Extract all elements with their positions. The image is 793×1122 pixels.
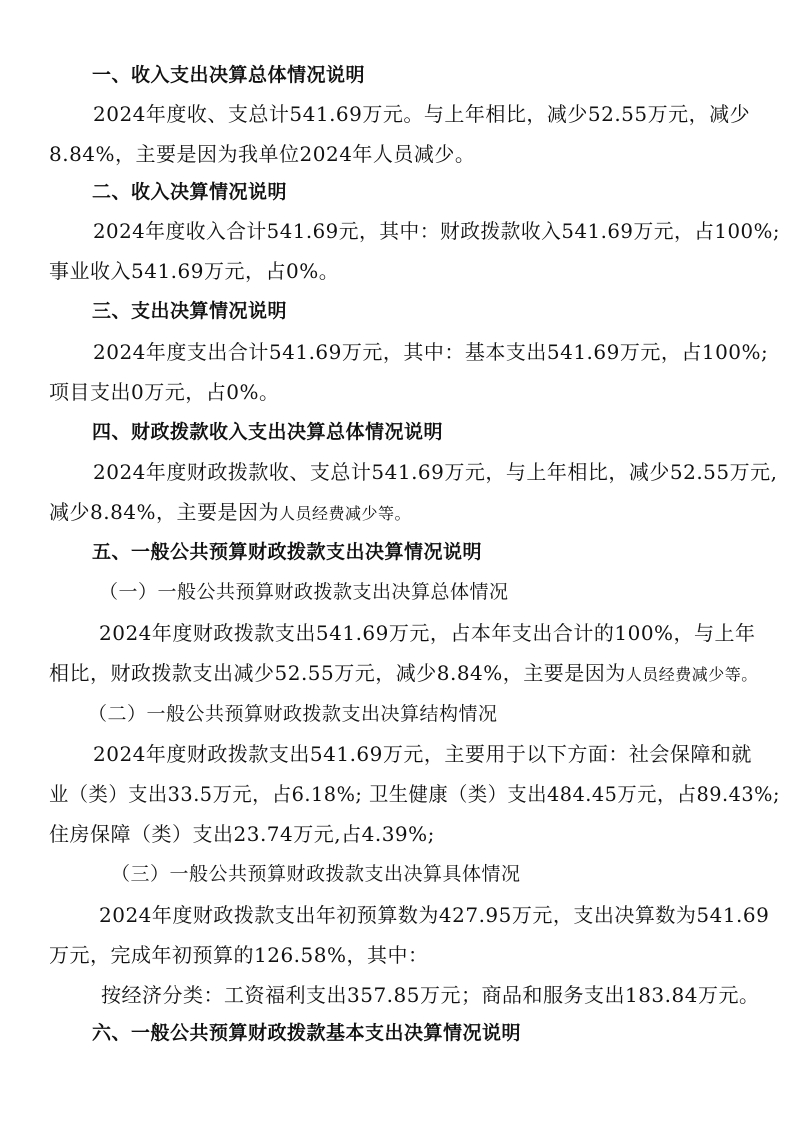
section-5-sub-3-line-2: 万元，完成年初预算的126.58%，其中： bbox=[49, 943, 429, 967]
section-4-line-2-reason: 人员经费减少等。 bbox=[279, 504, 412, 523]
section-1-heading: 一、收入支出决算总体情况说明 bbox=[92, 64, 366, 86]
section-1-paragraph-line-1: 2024年度收、支总计541.69万元。与上年相比，减少52.55万元，减少 bbox=[93, 102, 751, 126]
section-5-sub-1-line-2-main: 相比，财政拨款支出减少52.55万元，减少8.84%，主要是因为 bbox=[49, 661, 626, 685]
section-5-sub-2-heading: （二）一般公共预算财政拨款支出决算结构情况 bbox=[88, 703, 498, 725]
section-1-paragraph-line-2: 8.84%，主要是因为我单位2024年人员减少。 bbox=[49, 142, 476, 166]
section-4-paragraph-line-1: 2024年度财政拨款收、支总计541.69万元，与上年相比，减少52.55万元, bbox=[93, 460, 778, 484]
section-4-line-2-main: 减少8.84%，主要是因为 bbox=[49, 500, 280, 524]
section-3-paragraph-line-2: 项目支出0万元，占0%。 bbox=[49, 380, 280, 404]
section-5-sub-2-line-1: 2024年度财政拨款支出541.69万元，主要用于以下方面：社会保障和就 bbox=[93, 742, 752, 766]
section-3-paragraph-line-1: 2024年度支出合计541.69万元，其中：基本支出541.69万元，占100%; bbox=[93, 340, 769, 364]
section-5-sub-3-line-1: 2024年度财政拨款支出年初预算数为427.95万元，支出决算数为541.69 bbox=[99, 903, 770, 927]
section-5-sub-1-line-1: 2024年度财政拨款支出541.69万元，占本年支出合计的100%，与上年 bbox=[99, 621, 756, 645]
section-4-paragraph-line-2 bbox=[49, 497, 411, 529]
section-3-heading: 三、支出决算情况说明 bbox=[92, 300, 288, 322]
section-6-heading: 六、一般公共预算财政拨款基本支出决算情况说明 bbox=[92, 1022, 522, 1044]
section-5-sub-1-line-2 bbox=[49, 658, 758, 690]
section-5-sub-3-heading: （三）一般公共预算财政拨款支出决算具体情况 bbox=[111, 863, 521, 885]
section-5-sub-2-line-2: 业（类）支出33.5万元，占6.18%; 卫生健康（类）支出484.45万元，占89.43%; bbox=[49, 782, 780, 806]
section-2-paragraph-line-2: 事业收入541.69万元，占0%。 bbox=[49, 259, 340, 283]
section-5-sub-1-line-2-reason: 人员经费减少等。 bbox=[625, 665, 758, 684]
section-5-heading: 五、一般公共预算财政拨款支出决算情况说明 bbox=[92, 541, 483, 563]
section-2-heading: 二、收入决算情况说明 bbox=[92, 181, 288, 203]
section-5-sub-2-line-3: 住房保障（类）支出23.74万元,占4.39%; bbox=[49, 822, 435, 846]
section-5-sub-1-heading: （一）一般公共预算财政拨款支出决算总体情况 bbox=[99, 581, 509, 603]
section-2-paragraph-line-1: 2024年度收入合计541.69元，其中：财政拨款收入541.69万元，占100%; bbox=[93, 219, 781, 243]
section-4-heading: 四、财政拨款收入支出决算总体情况说明 bbox=[92, 421, 444, 443]
section-5-sub-3-line-3: 按经济分类：工资福利支出357.85万元；商品和服务支出183.84万元。 bbox=[101, 983, 760, 1007]
